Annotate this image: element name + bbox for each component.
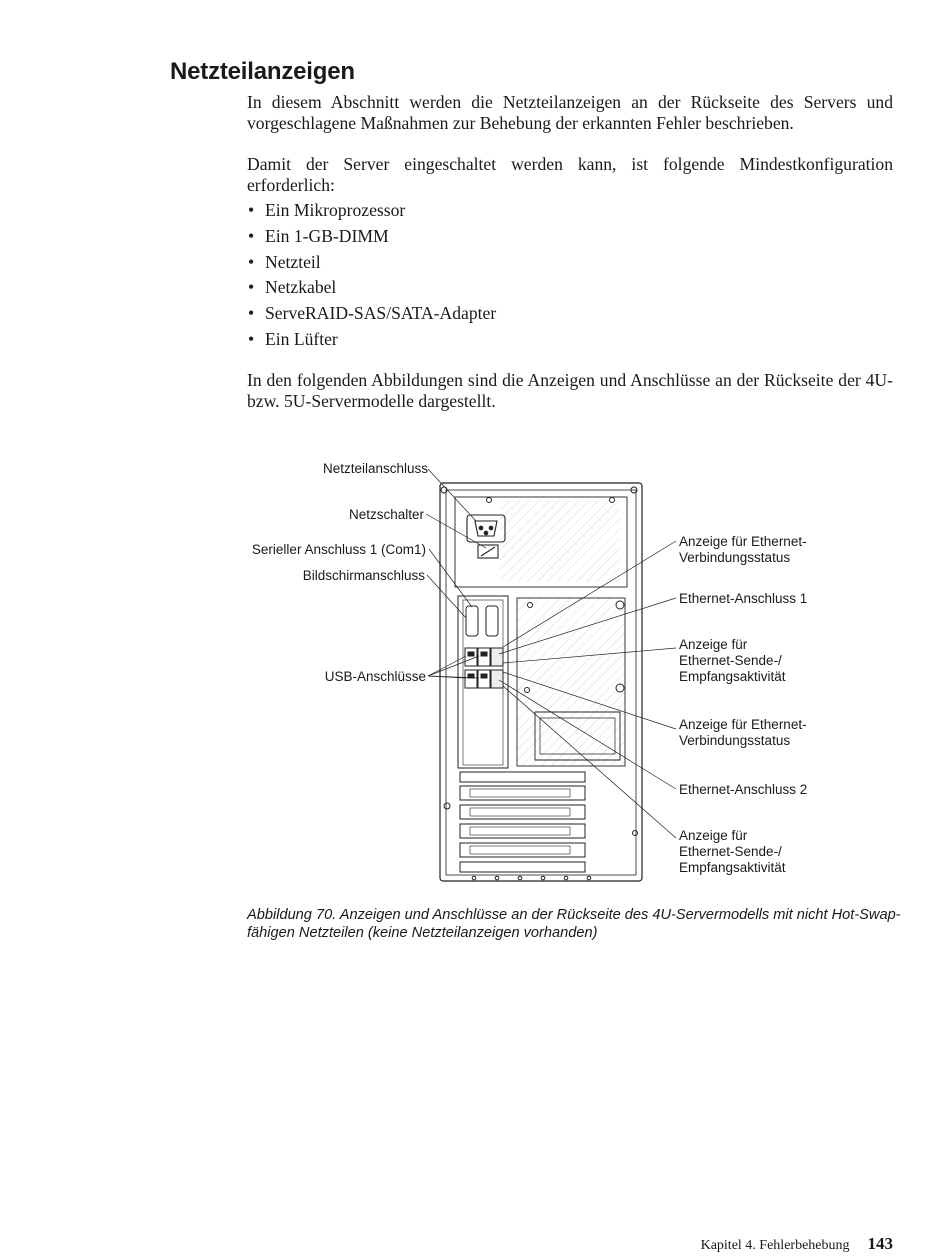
page-footer <box>701 1234 893 1254</box>
list-item: • Ein Lüfter <box>247 327 496 353</box>
list-item: • Netzteil <box>247 250 496 276</box>
intro-paragraph: In diesem Abschnitt werden die Netzteilanzeigen an der Rückseite des Servers und vorgeschlagene Maßnahmen zur Behebung der erkannten Fehler beschrieben. <box>247 92 893 133</box>
bullet-icon: • <box>248 277 255 298</box>
label-serial-port: Serieller Anschluss 1 (Com1) <box>251 542 426 557</box>
label-eth-link-2: Anzeige für Ethernet- Verbindungsstatus <box>679 717 807 748</box>
page-heading: Netzteilanzeigen <box>170 58 355 85</box>
io-panel <box>458 596 508 768</box>
bullet-icon: • <box>248 200 255 220</box>
list-item: • Ein 1-GB-DIMM <box>247 224 496 250</box>
label-power-switch: Netzschalter <box>348 507 424 522</box>
label-power-connector: Netzteilanschluss <box>322 461 428 476</box>
figures-intro-paragraph: In den folgenden Abbildungen sind die Anzeigen und Anschlüsse an der Rückseite der 4U- bzw. 5U-Servermodelle dargestellt. <box>247 370 893 411</box>
list-item: • Netzkabel <box>247 275 496 301</box>
min-config-paragraph: Damit der Server eingeschaltet werden kann, ist folgende Mindestkonfiguration erforderlich: <box>247 154 893 195</box>
bullet-icon: • <box>248 225 255 246</box>
label-eth-port-1: Ethernet-Anschluss 1 <box>679 591 808 606</box>
bullet-icon: • <box>248 303 255 324</box>
label-eth-activity-2: Anzeige für Ethernet-Sende-/ Empfangsaktivität <box>679 828 786 875</box>
label-eth-activity-1: Anzeige für Ethernet-Sende-/ Empfangsaktivität <box>679 637 786 684</box>
bullet-icon: • <box>248 328 255 349</box>
footer-chapter: Kapitel 4. Fehlerbehebung <box>700 1238 850 1253</box>
label-eth-link-1: Anzeige für Ethernet- Verbindungsstatus <box>679 534 807 565</box>
label-usb-connectors: USB-Anschlüsse <box>324 669 426 684</box>
server-rear-figure <box>240 450 840 895</box>
label-video-connector: Bildschirmanschluss <box>302 568 425 583</box>
expansion-slots <box>460 772 585 872</box>
server-chassis <box>440 483 642 881</box>
label-eth-port-2: Ethernet-Anschluss 2 <box>679 782 808 797</box>
page-number: 143 <box>867 1234 893 1253</box>
requirements-list <box>247 198 496 353</box>
power-connector-graphic <box>467 515 505 558</box>
list-item: • Ein Mikroprozessor <box>247 198 496 224</box>
figure-caption: Abbildung 70. Anzeigen und Anschlüsse an der Rückseite des 4U-Servermodells mit nicht Hot-Swap-fähigen Netzteilen (keine Netzteilanzeigen vorhanden) <box>247 907 901 941</box>
bullet-icon: • <box>248 251 255 272</box>
list-item: • ServeRAID-SAS/SATA-Adapter <box>247 301 496 327</box>
